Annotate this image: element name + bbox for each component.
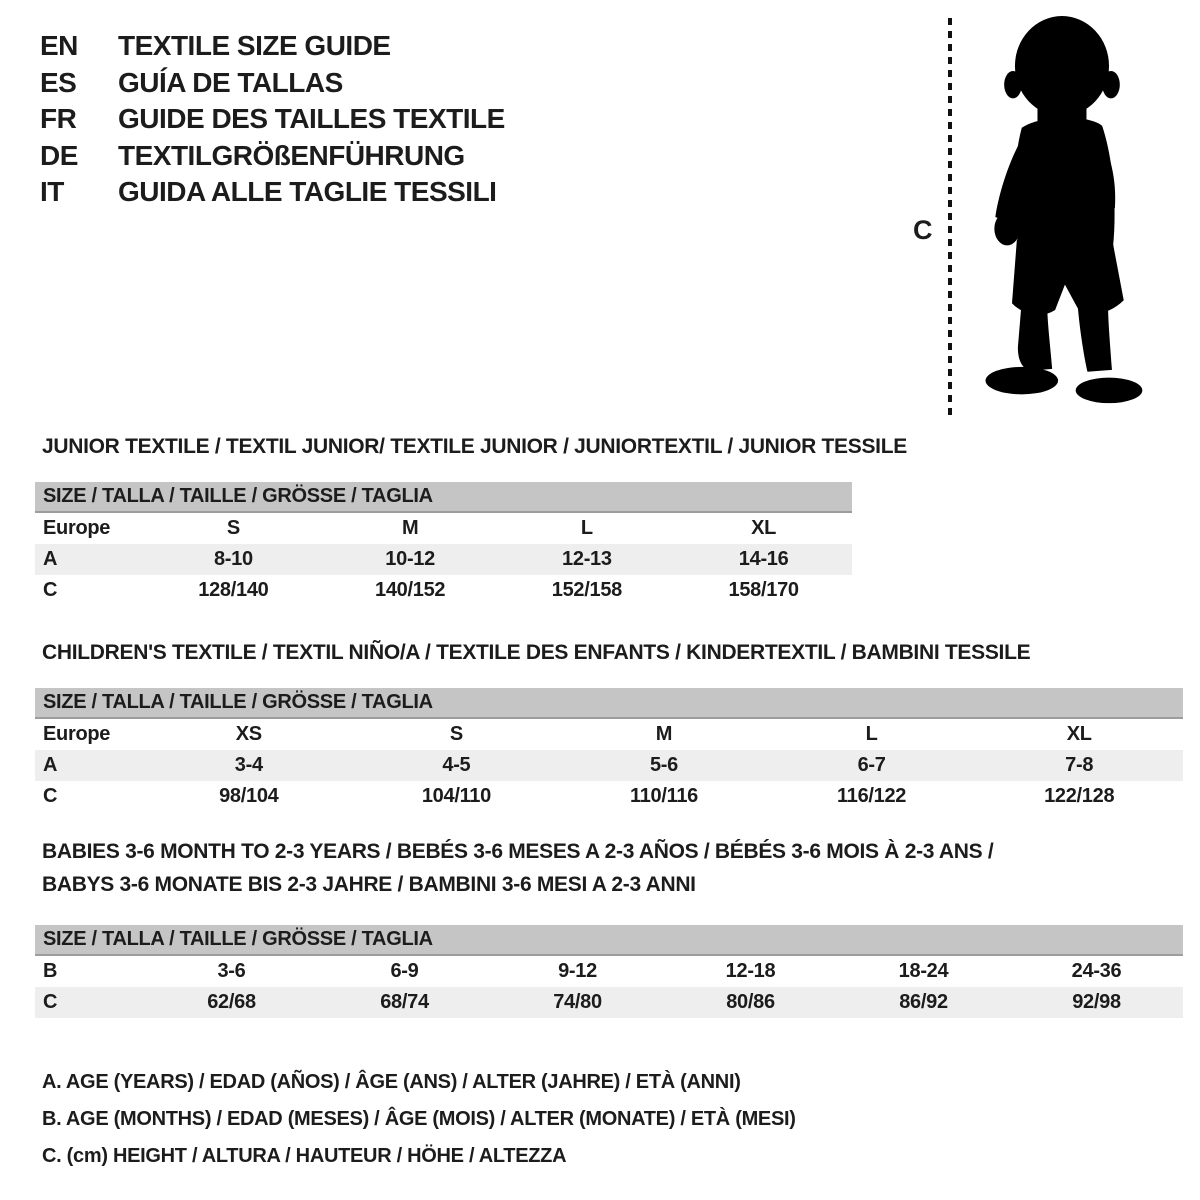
table-row [35, 544, 852, 575]
data-cell: 98/104 [219, 785, 279, 807]
data-cell: 7-8 [1065, 754, 1094, 776]
data-cell: 152/158 [551, 579, 622, 601]
data-cell: 18-24 [898, 960, 949, 982]
guide-title-en: TEXTILE SIZE GUIDE [118, 30, 391, 61]
babies-table-header: SIZE / TALLA / TAILLE / GRÖSSE / TAGLIA [35, 925, 1183, 956]
row-label-cell: C [43, 579, 58, 601]
junior-table [35, 513, 852, 606]
data-cell: 104/110 [421, 785, 491, 807]
lang-row-fr [40, 101, 505, 138]
data-cell: 128/140 [198, 579, 269, 601]
data-cell: XS [235, 723, 262, 745]
data-cell: 86/92 [899, 991, 948, 1013]
table-row [35, 513, 852, 544]
data-cell: 110/116 [629, 785, 698, 807]
data-cell: 122/128 [1044, 785, 1115, 807]
data-cell: 12-18 [725, 960, 776, 982]
data-cell: M [401, 517, 419, 539]
height-dashed-line [948, 18, 952, 418]
lang-row-en [40, 28, 505, 65]
data-cell: 6-7 [857, 754, 886, 776]
data-cell: 68/74 [380, 991, 429, 1013]
height-measure-figure [905, 10, 1170, 422]
data-cell: 4-5 [442, 754, 471, 776]
measure-c-label: C [913, 215, 933, 245]
lang-code: FR [40, 103, 77, 134]
lang-code: EN [40, 30, 78, 61]
data-cell: 6-9 [390, 960, 419, 982]
babies-section-title-line2: BABYS 3-6 MONATE BIS 2-3 JAHRE / BAMBINI 3-6 MESI A 2-3 ANNI [42, 873, 696, 896]
guide-title-it: GUIDA ALLE TAGLIE TESSILI [118, 176, 497, 207]
lang-code: DE [40, 139, 78, 171]
guide-title-fr: GUIDE DES TAILLES TEXTILE [118, 103, 505, 134]
data-cell: 24-36 [1071, 960, 1122, 982]
lang-row-de [40, 138, 505, 175]
row-label-cell: A [43, 548, 58, 570]
data-cell: L [865, 723, 878, 745]
data-cell: 92/98 [1072, 991, 1121, 1013]
row-label-cell: C [43, 785, 58, 807]
children-section-title: CHILDREN'S TEXTILE / TEXTIL NIÑO/A / TEXTILE DES ENFANTS / KINDERTEXTIL / BAMBINI TESSILE [42, 641, 1031, 664]
data-cell: 3-6 [217, 960, 246, 982]
legend-line-b: B. AGE (MONTHS) / EDAD (MESES) / ÂGE (MOIS) / ALTER (MONATE) / ETÀ (MESI) [42, 1108, 796, 1130]
data-cell: 8-10 [213, 548, 253, 570]
guide-title-es: GUÍA DE TALLAS [118, 66, 343, 98]
babies-size-table [35, 925, 1183, 1018]
table-row [35, 987, 1183, 1018]
data-cell: 80/86 [726, 991, 775, 1013]
data-cell: 9-12 [558, 960, 597, 982]
row-label-cell: B [43, 960, 58, 982]
children-size-table [35, 688, 1183, 812]
data-cell: 116/122 [837, 785, 907, 807]
data-cell: XL [751, 517, 777, 539]
junior-section-title: JUNIOR TEXTILE / TEXTIL JUNIOR/ TEXTILE JUNIOR / JUNIORTEXTIL / JUNIOR TESSILE [42, 435, 907, 458]
data-cell: 3-4 [234, 754, 263, 776]
lang-code: ES [40, 66, 77, 98]
language-title-list [40, 28, 505, 211]
baby-silhouette-icon [963, 12, 1159, 418]
data-cell: L [580, 517, 593, 539]
table-row [35, 750, 1183, 781]
data-cell: S [449, 723, 463, 745]
measurement-legend [42, 1064, 796, 1175]
data-cell: 158/170 [728, 579, 799, 601]
legend-line-c: C. (cm) HEIGHT / ALTURA / HAUTEUR / HÖHE / ALTEZZA [42, 1145, 567, 1167]
lang-row-es [40, 65, 505, 102]
row-label-cell: Europe [43, 517, 111, 539]
row-label-cell: Europe [43, 723, 111, 745]
legend-line-a: A. AGE (YEARS) / EDAD (AÑOS) / ÂGE (ANS) / ALTER (JAHRE) / ETÀ (ANNI) [42, 1071, 741, 1093]
data-cell: 62/68 [207, 991, 256, 1013]
data-cell: 5-6 [649, 754, 678, 776]
lang-code: IT [40, 176, 64, 207]
data-cell: 140/152 [375, 579, 446, 601]
data-cell: 12-13 [562, 548, 612, 570]
data-cell: 10-12 [385, 548, 435, 570]
lang-row-it [40, 174, 505, 211]
junior-table-header: SIZE / TALLA / TAILLE / GRÖSSE / TAGLIA [35, 482, 852, 513]
row-label-cell: A [43, 754, 58, 776]
data-cell: 14-16 [738, 548, 789, 570]
children-table-header: SIZE / TALLA / TAILLE / GRÖSSE / TAGLIA [35, 688, 1183, 719]
data-cell: M [655, 723, 673, 745]
table-row [35, 781, 1183, 812]
data-cell: 74/80 [553, 991, 602, 1013]
children-table [35, 719, 1183, 812]
row-label-cell: C [43, 991, 58, 1013]
junior-size-table [35, 482, 852, 606]
data-cell: XL [1066, 723, 1092, 745]
table-row [35, 956, 1183, 987]
guide-title-de: TEXTILGRÖßENFÜHRUNG [118, 139, 465, 171]
data-cell: S [226, 517, 240, 539]
babies-section-title-line1: BABIES 3-6 MONTH TO 2-3 YEARS / BEBÉS 3-6 MESES A 2-3 AÑOS / BÉBÉS 3-6 MOIS À 2-3 ANS / [42, 840, 994, 863]
table-row [35, 719, 1183, 750]
table-row [35, 575, 852, 606]
babies-table [35, 956, 1183, 1018]
